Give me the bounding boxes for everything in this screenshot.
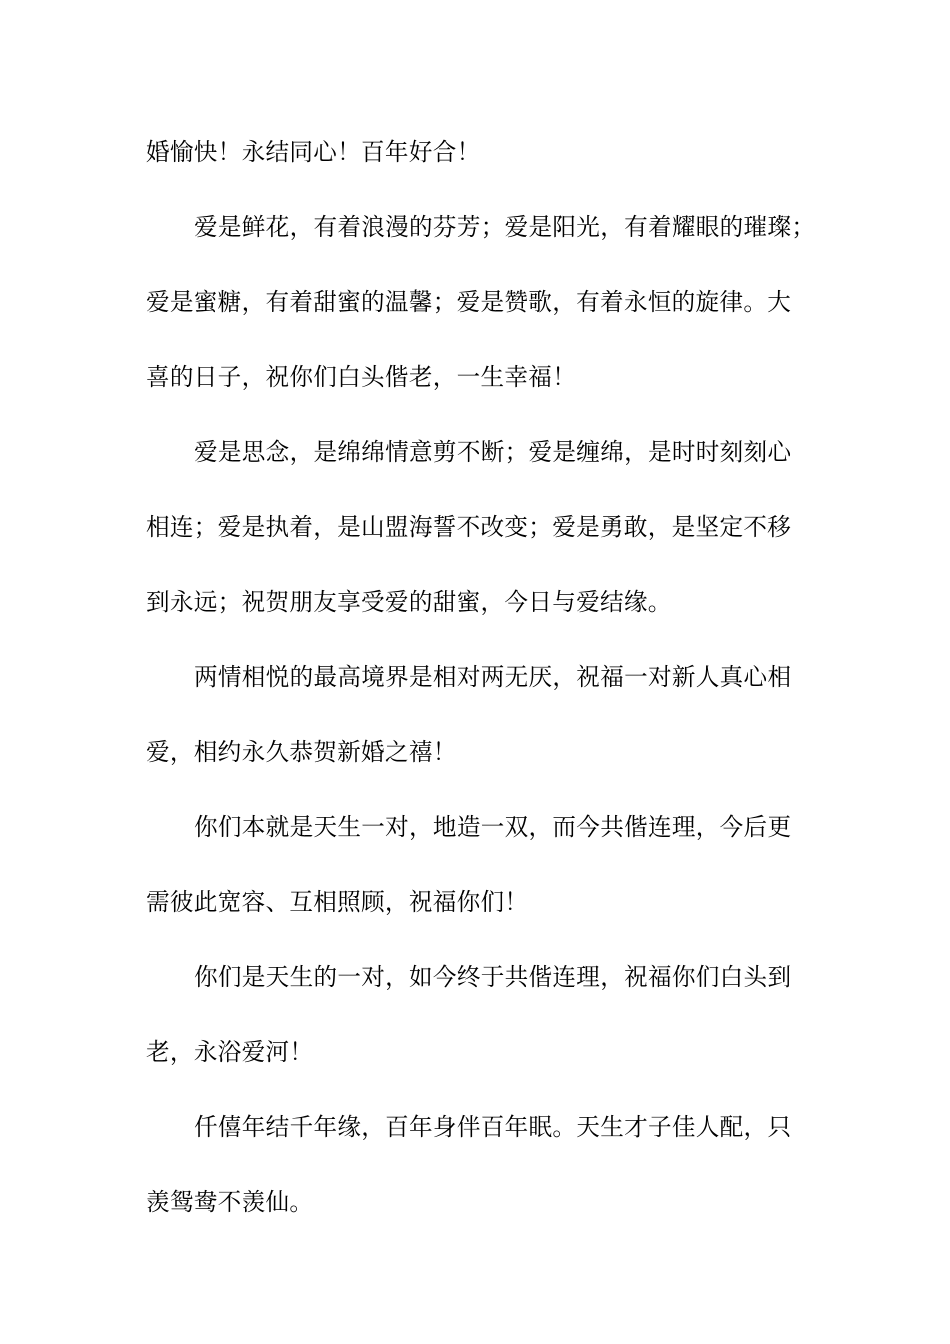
paragraph-first-line: 仟僖年结千年缘，百年身伴百年眠。天生才子佳人配，只: [194, 1113, 792, 1141]
text-line: 喜的日子，祝你们白头偕老，一生幸福！: [146, 363, 577, 391]
text-line: 相连；爱是执着，是山盟海誓不改变；爱是勇敢，是坚定不移: [146, 513, 792, 541]
paragraph-first-line: 你们本就是天生一对，地造一双，而今共偕连理，今后更: [194, 813, 792, 841]
text-line: 到永远；祝贺朋友享受爱的甜蜜，今日与爱结缘。: [146, 588, 672, 616]
paragraph-first-line: 爱是思念，是绵绵情意剪不断；爱是缠绵，是时时刻刻心: [194, 438, 792, 466]
text-line: 羡鸳鸯不羡仙。: [146, 1188, 314, 1216]
paragraph-first-line: 你们是天生的一对，如今终于共偕连理，祝福你们白头到: [194, 963, 792, 991]
text-line: 爱是蜜糖，有着甜蜜的温馨；爱是赞歌，有着永恒的旋律。大: [146, 288, 792, 316]
text-line: 婚愉快！永结同心！百年好合！: [146, 138, 481, 166]
paragraph-first-line: 爱是鲜花，有着浪漫的芬芳；爱是阳光，有着耀眼的璀璨；: [194, 213, 816, 241]
text-line: 老，永浴爱河！: [146, 1038, 314, 1066]
text-line: 需彼此宽容、互相照顾，祝福你们！: [146, 888, 529, 916]
text-line: 爱，相约永久恭贺新婚之禧！: [146, 738, 457, 766]
paragraph-first-line: 两情相悦的最高境界是相对两无厌，祝福一对新人真心相: [194, 663, 792, 691]
